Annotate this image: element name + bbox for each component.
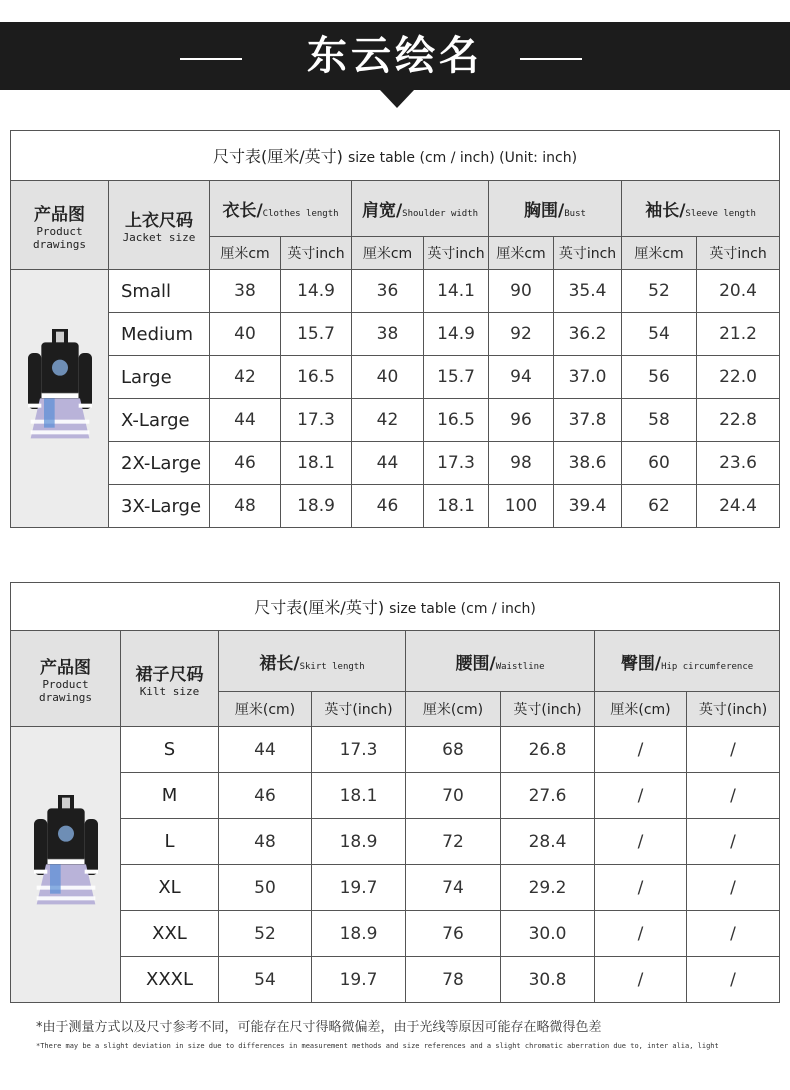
column-header	[622, 181, 780, 237]
unit-header: 厘米(cm)	[595, 692, 687, 727]
table-row	[11, 773, 780, 819]
size-cell: Small	[109, 270, 210, 313]
size-cell: XL	[121, 865, 219, 911]
size-cell: XXXL	[121, 957, 219, 1003]
column-header	[352, 181, 489, 237]
unit-header: 厘米(cm)	[219, 692, 312, 727]
value-cell: 38.6	[554, 442, 622, 485]
column-header	[219, 631, 406, 692]
kilt-size-table	[10, 582, 780, 1003]
value-cell: 72	[406, 819, 501, 865]
value-cell: 14.9	[424, 313, 489, 356]
value-cell: 46	[352, 485, 424, 528]
size-header	[121, 631, 219, 727]
table-row	[11, 957, 780, 1003]
size-header-en: Jacket size	[122, 231, 196, 244]
value-cell: 37.8	[554, 399, 622, 442]
page-title: 东云绘名	[307, 33, 483, 79]
value-cell: 35.4	[554, 270, 622, 313]
value-cell: 17.3	[312, 727, 406, 773]
table-title-en: size table (cm / inch) (Unit: inch)	[347, 150, 578, 166]
unit-header: 英寸inch	[697, 237, 780, 270]
costume-figure-icon	[26, 788, 106, 938]
value-cell: 100	[489, 485, 554, 528]
value-cell: 28.4	[501, 819, 595, 865]
value-cell: 98	[489, 442, 554, 485]
value-cell: 36	[352, 270, 424, 313]
table-title-en: size table (cm / inch)	[389, 601, 536, 617]
value-cell: 37.0	[554, 356, 622, 399]
table-row	[11, 911, 780, 957]
value-cell: /	[687, 957, 780, 1003]
unit-header: 英寸(inch)	[687, 692, 780, 727]
value-cell: 19.7	[312, 957, 406, 1003]
value-cell: 44	[210, 399, 281, 442]
value-cell: 17.3	[281, 399, 352, 442]
product-header	[11, 631, 121, 727]
column-header-en: Bust	[564, 209, 586, 219]
footnote-en: *There may be a slight deviation in size due to differences in measurement methods and size references and a slight chromatic aberration due to, inter alia, light	[36, 1042, 719, 1050]
unit-header: 英寸inch	[554, 237, 622, 270]
value-cell: /	[687, 865, 780, 911]
value-cell: 18.1	[424, 485, 489, 528]
unit-header: 厘米cm	[352, 237, 424, 270]
value-cell: 18.9	[281, 485, 352, 528]
product-header-cn: 产品图	[34, 204, 85, 225]
value-cell: /	[595, 819, 687, 865]
value-cell: 46	[210, 442, 281, 485]
value-cell: 74	[406, 865, 501, 911]
value-cell: 40	[352, 356, 424, 399]
value-cell: 29.2	[501, 865, 595, 911]
costume-figure-icon	[20, 322, 100, 472]
column-header-cn: 臀围/	[620, 653, 662, 674]
value-cell: 68	[406, 727, 501, 773]
size-header-en: Kilt size	[139, 684, 200, 698]
value-cell: /	[595, 911, 687, 957]
table-row	[11, 270, 780, 313]
value-cell: 40	[210, 313, 281, 356]
banner-arrow	[380, 90, 414, 108]
product-header-en: Product drawings	[39, 678, 92, 704]
value-cell: 52	[622, 270, 697, 313]
value-cell: 48	[219, 819, 312, 865]
table-title	[11, 583, 780, 631]
size-cell: S	[121, 727, 219, 773]
unit-header: 英寸(inch)	[312, 692, 406, 727]
value-cell: 90	[489, 270, 554, 313]
value-cell: 18.9	[312, 911, 406, 957]
value-cell: 42	[352, 399, 424, 442]
column-header-en: Sleeve length	[685, 209, 756, 219]
value-cell: 24.4	[697, 485, 780, 528]
unit-header: 英寸(inch)	[501, 692, 595, 727]
value-cell: /	[595, 773, 687, 819]
column-header	[406, 631, 595, 692]
value-cell: 30.8	[501, 957, 595, 1003]
table-row	[11, 819, 780, 865]
unit-header: 厘米(cm)	[406, 692, 501, 727]
table-row	[11, 399, 780, 442]
table-row	[11, 356, 780, 399]
column-header-en: Skirt length	[299, 661, 365, 672]
value-cell: 96	[489, 399, 554, 442]
value-cell: 23.6	[697, 442, 780, 485]
value-cell: 60	[622, 442, 697, 485]
value-cell: 21.2	[697, 313, 780, 356]
value-cell: 54	[622, 313, 697, 356]
value-cell: /	[687, 727, 780, 773]
value-cell: 15.7	[424, 356, 489, 399]
column-header-en: Hip circumference	[661, 661, 754, 672]
value-cell: 42	[210, 356, 281, 399]
size-cell: 3X-Large	[109, 485, 210, 528]
unit-header: 厘米cm	[622, 237, 697, 270]
value-cell: 48	[210, 485, 281, 528]
value-cell: 26.8	[501, 727, 595, 773]
column-header-en: Shoulder width	[402, 209, 479, 219]
size-header-cn: 上衣尺码	[125, 211, 193, 231]
column-header-en: Clothes length	[262, 209, 339, 219]
size-cell: M	[121, 773, 219, 819]
value-cell: 18.1	[281, 442, 352, 485]
table-title-cn: 尺寸表(厘米/英寸)	[254, 598, 385, 617]
size-cell: L	[121, 819, 219, 865]
jacket-size-table	[10, 130, 780, 528]
table-row	[11, 313, 780, 356]
size-cell: X-Large	[109, 399, 210, 442]
product-image	[11, 270, 109, 528]
column-header-cn: 胸围/	[524, 201, 565, 221]
value-cell: 27.6	[501, 773, 595, 819]
value-cell: 70	[406, 773, 501, 819]
value-cell: 17.3	[424, 442, 489, 485]
value-cell: 30.0	[501, 911, 595, 957]
unit-header: 厘米cm	[210, 237, 281, 270]
unit-header: 英寸inch	[424, 237, 489, 270]
value-cell: 22.0	[697, 356, 780, 399]
unit-header: 厘米cm	[489, 237, 554, 270]
value-cell: 46	[219, 773, 312, 819]
column-header-cn: 袖长/	[645, 201, 686, 221]
table-title-cn: 尺寸表(厘米/英寸)	[213, 147, 343, 166]
column-header-en: Waistline	[495, 661, 545, 672]
value-cell: 16.5	[281, 356, 352, 399]
table-row	[11, 727, 780, 773]
value-cell: 62	[622, 485, 697, 528]
column-header-cn: 裙长/	[259, 653, 300, 674]
column-header-cn: 衣长/	[222, 201, 263, 221]
size-cell: XXL	[121, 911, 219, 957]
value-cell: 50	[219, 865, 312, 911]
size-cell: Medium	[109, 313, 210, 356]
value-cell: 78	[406, 957, 501, 1003]
value-cell: 14.1	[424, 270, 489, 313]
value-cell: 58	[622, 399, 697, 442]
value-cell: 18.1	[312, 773, 406, 819]
value-cell: 92	[489, 313, 554, 356]
value-cell: 18.9	[312, 819, 406, 865]
value-cell: 94	[489, 356, 554, 399]
size-header	[109, 181, 210, 270]
value-cell: 76	[406, 911, 501, 957]
value-cell: 39.4	[554, 485, 622, 528]
value-cell: 36.2	[554, 313, 622, 356]
size-cell: 2X-Large	[109, 442, 210, 485]
product-header	[11, 181, 109, 270]
product-image	[11, 727, 121, 1003]
value-cell: 44	[219, 727, 312, 773]
value-cell: 56	[622, 356, 697, 399]
value-cell: 19.7	[312, 865, 406, 911]
value-cell: 38	[210, 270, 281, 313]
value-cell: /	[595, 727, 687, 773]
value-cell: 52	[219, 911, 312, 957]
value-cell: 20.4	[697, 270, 780, 313]
value-cell: /	[595, 957, 687, 1003]
table-row	[11, 485, 780, 528]
value-cell: 38	[352, 313, 424, 356]
value-cell: /	[687, 911, 780, 957]
value-cell: 44	[352, 442, 424, 485]
value-cell: /	[687, 773, 780, 819]
value-cell: 22.8	[697, 399, 780, 442]
value-cell: 54	[219, 957, 312, 1003]
table-row	[11, 865, 780, 911]
value-cell: /	[595, 865, 687, 911]
column-header	[595, 631, 780, 692]
product-header-en: Product drawings	[33, 224, 86, 251]
value-cell: 16.5	[424, 399, 489, 442]
value-cell: 14.9	[281, 270, 352, 313]
value-cell: 15.7	[281, 313, 352, 356]
column-header	[210, 181, 352, 237]
table-title	[11, 131, 780, 181]
product-header-cn: 产品图	[40, 658, 91, 678]
unit-header: 英寸inch	[281, 237, 352, 270]
column-header-cn: 腰围/	[455, 653, 496, 674]
size-cell: Large	[109, 356, 210, 399]
column-header-cn: 肩宽/	[361, 201, 403, 221]
value-cell: /	[687, 819, 780, 865]
size-header-cn: 裙子尺码	[135, 664, 204, 685]
footnote-cn: *由于测量方式以及尺寸参考不同，可能存在尺寸得略微偏差，由于光线等原因可能存在略微得色差	[36, 1020, 602, 1035]
column-header	[489, 181, 622, 237]
table-row	[11, 442, 780, 485]
